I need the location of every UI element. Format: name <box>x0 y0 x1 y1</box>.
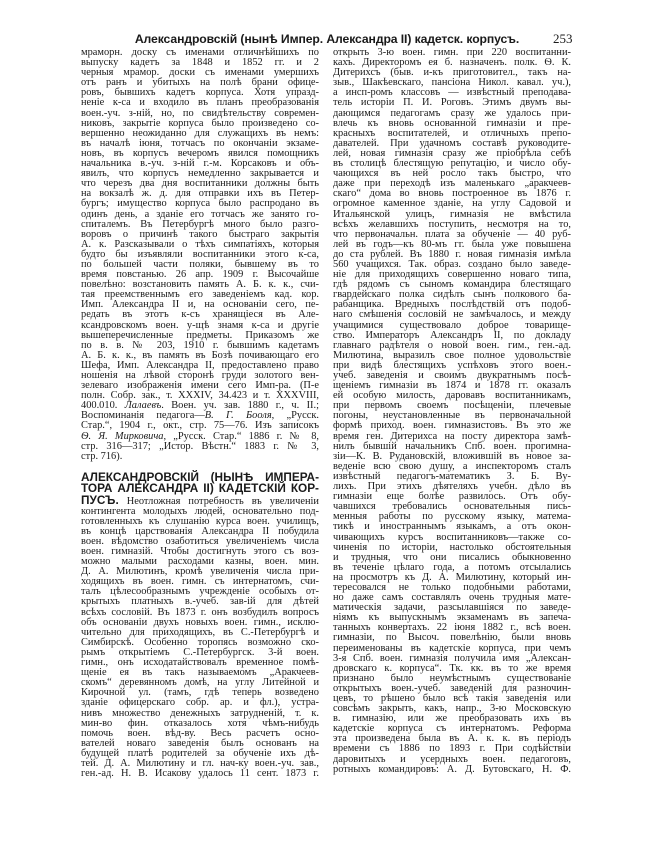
text-line: въ столицѣ блестящую репутацію, и число обу- <box>333 158 571 170</box>
text-line: дровскаго к. корпуса“. Тк. кк. въ то же время <box>333 662 571 674</box>
text-line: неніе к-са и входило въ планъ преобразованія <box>81 97 319 109</box>
text-line: красныхъ воспитателей, и отличныхъ препо- <box>333 127 571 139</box>
text-line: что черезъ два дня воспитанники должны быть <box>81 178 319 190</box>
article-heading: АЛЕКСАНДРОВСКІЙ (НЫНѢ ИМПЕРА- <box>81 469 319 484</box>
text-line: зыв., Шакѣевскаго, пансіона Никол. кавал. уч.), <box>333 77 571 89</box>
text-segment: 400.010. <box>81 400 125 412</box>
text-line: при первомъ своемъ посѣщеніи, плечевые <box>333 400 571 412</box>
text-line: лей въ годъ—къ 80-мъ гг. была уже повышена <box>333 238 571 250</box>
text-line: выпуску кадетъ за 1848 и 1852 гг. и 2 <box>81 57 319 69</box>
text-line: погоны, неустановленные въ первоначальной <box>333 410 571 422</box>
text-line: гимназіи, по Высоч. повелѣнію, были вновь <box>333 632 571 644</box>
text-line: одинъ день, а зданіе его тотчасъ же занято го- <box>81 208 319 220</box>
text-line: ротныхъ командировъ: А. Д. Бутовскаго, Н. Ф. <box>333 763 571 775</box>
text-line: извѣстный педагогъ-математикъ З. Б. Ву- <box>333 470 571 482</box>
text-line: воровъ о причинѣ такого быстраго закрытія <box>81 228 319 240</box>
text-line: тая преемственнымъ его заведеніемъ кад. кор. <box>81 289 319 301</box>
text-line: менныя работы по русскому языку, матема- <box>333 511 571 523</box>
text-line: ей особую милость, даровавъ воспитанникамъ, <box>333 390 571 402</box>
text-line: дающимся педагогамъ сразу же удалось при- <box>333 107 571 119</box>
text-line: новъ, въ корпусъ вечеромъ явился помощникъ <box>81 147 319 159</box>
text-line: танныхъ конвертахъ. 22 іюня 1882 г., всѣ воен. <box>333 622 571 634</box>
text-line: Дитерихсъ (быв. и-къ приготовител., такъ на- <box>333 67 571 79</box>
text-line: ношенія на лѣвой сторонѣ груди золотого вен- <box>81 370 319 381</box>
text-line: эта произведена была въ А. к. к. въ періодъ <box>333 733 571 745</box>
article-heading: ПУСЪ. <box>81 493 119 508</box>
text-line: полн. Собр. зак., т. XXXIV, 34.423 и т. XXXVIII, <box>81 390 319 402</box>
text-line: никовъ, закрытіе корпуса было произведено со- <box>81 117 319 129</box>
text-line: вателей новаго заведенія былъ основанъ на <box>81 737 319 749</box>
text-line: редать въ этотъ к-съ хранящіеся въ Але- <box>81 309 319 321</box>
text-line: лихъ. При этихъ дѣятеляхъ учебн. дѣло въ <box>333 481 571 493</box>
text-line: 560 учащихся. Так. образ. создано было заведе- <box>333 258 571 270</box>
text-line: и трудныя, что они писались обыкновенно <box>333 551 571 563</box>
text-line: что первоначальн. плата за обученіе — 40 руб- <box>333 228 571 240</box>
text-line: кахъ. Директоромъ ея б. назначенъ. полк. Ѳ. К. <box>333 57 571 69</box>
text-line: а инсп-ромъ классовъ — извѣстный преподава- <box>333 87 571 99</box>
text-line: мин-во фин. отказалось хотя чѣмъ-нибудь <box>81 717 319 729</box>
text-line: талъ цѣлесообразнымъ учрежденіе особыхъ от- <box>81 586 319 598</box>
text-line: вышеперечисленные предметы. Приказомъ же <box>81 329 319 341</box>
right-column <box>333 48 571 775</box>
left-column <box>81 48 319 779</box>
text-line: кадетскіе корпуса съ интернатомъ. Реформа <box>333 723 571 735</box>
text-line: ксандровскомъ воен. у-щѣ знамя к-са и другіе <box>81 319 319 331</box>
text-line: будущей платѣ родителей за обученіе ихъ дѣ- <box>81 747 319 759</box>
text-line: бургъ; имущество корпуса было распродано въ <box>81 198 319 210</box>
text-line: начальника в.-уч. з-ній г.-м. Корсаковъ и объ- <box>81 158 319 170</box>
text-line: чавшихся требовались основательныя пись- <box>333 501 571 513</box>
text-line: Д. А. Милютинъ, кромѣ увеличенія числа при- <box>81 566 319 578</box>
text-line: давателей. При удачномъ составѣ руководите- <box>333 137 571 149</box>
text-line: Симбирскѣ. Особенно торопясь возможно ско- <box>81 636 319 648</box>
text-line: тересовался не только подобными работами, <box>333 581 571 593</box>
text-line: спиталемъ. Въ Петербургѣ много было разго- <box>81 218 319 230</box>
text-line: зіи—К. В. Рудановскій, вложившій въ новое за- <box>333 450 571 462</box>
author-name: Ѳ. Я. Мирковича <box>81 430 164 442</box>
text-line: всѣхъ желавшихъ поступить, несмотря на то, <box>333 218 571 230</box>
text-line: въ теченіе цѣлаго года, а потомъ отсылались <box>333 561 571 573</box>
page-number: 253 <box>553 31 573 46</box>
text-segment: , „Русск. <box>271 410 319 422</box>
text-line: но даже самъ составлялъ очень трудныя мате- <box>333 592 571 604</box>
text-line: формѣ приход. воен. гимназистовъ. Въ это же <box>333 420 571 432</box>
text-line: Стар.“, 1904 г., окт., стр. 75—76. Изъ записокъ <box>81 420 319 432</box>
text-line: открытыхъ воен.-учеб. заведеній для разночин- <box>333 682 571 694</box>
text-line: гдѣ рядомъ съ сыномъ командира блестящаго <box>333 279 571 291</box>
article-heading: ТОРА АЛЕКСАНДРА II) КАДЕТСКІЙ КОР- <box>81 481 319 496</box>
text-line: веденіе всю свою душу, а инспекторомъ сталъ <box>333 460 571 472</box>
running-title: Александровскій (нынѣ Импер. Александра II) кадетск. корпусъ. <box>134 32 520 46</box>
text-line: тикѣ и иностраннымъ языкамъ, а отъ окон- <box>333 521 571 533</box>
text-line: зданіе офицерскаго собр. ар. и фл.), устра- <box>81 697 319 709</box>
text-line: открыть 3-ю воен. гимн. при 220 воспитанни- <box>333 47 571 58</box>
text-line: А. к. Разсказывали о тѣхъ симпатіяхъ, которыя <box>81 238 319 250</box>
text-line: скаго“ дома во вновь построенное въ 1876 г. <box>333 188 571 200</box>
text-line: вершенно неожиданно для служащихъ въ немъ: <box>81 127 319 139</box>
text-line: Имп. Александра II и, на основаніи сего, пе- <box>81 299 319 311</box>
text-line: мраморн. доску съ именами отличнѣйшихъ по <box>81 47 319 58</box>
text-line: ген.-ад. Н. В. Исакову удалось 11 сент. 1873 г. <box>81 768 319 780</box>
text-line: скомъ“ деревянномъ домѣ, на углу Литейной и <box>81 677 319 689</box>
text-line: учащимися существовало доброе товарище- <box>333 319 571 331</box>
text-line: ніе для приходящихъ совершенно новаго типа, <box>333 269 571 281</box>
text-line: Милютина, выразилъ свое полное удовольствіе <box>333 349 571 361</box>
text-line: учеб. заведенія и своимъ двукратнымъ посѣ- <box>333 370 571 381</box>
text-line: готовленныхъ къ слушанію курса воен. училищъ, <box>81 515 319 527</box>
text-line: матическія задачи, разсылавшіяся по заведе- <box>333 602 571 614</box>
text-line: Шефа, Имп. Александра II, предоставлено право <box>81 359 319 371</box>
text-line: время повстанью. 26 апр. 1909 г. Высочайше <box>81 269 319 281</box>
text-line: явилъ, что корпусъ немедленно закрывается и <box>81 168 319 180</box>
text-line: въ началѣ іюня, тотчасъ по окончаніи экзаме- <box>81 137 319 149</box>
text-line: главнаго радѣтеля о новой воен. гим., ген.-ад. <box>333 339 571 351</box>
text-line: на вокзалѣ ж. д. для отправки ихъ въ Петер- <box>81 188 319 200</box>
text-line: зелеваго изображенія имени сего Имп-ра. (П-е <box>81 380 319 392</box>
text-segment: Неотложная потребность въ увеличеніи <box>118 496 319 508</box>
text-line: гимн., онъ исходатайствовалъ временное помѣ- <box>81 657 319 669</box>
text-line: гимназіи еще болѣе развилось. Отъ обу- <box>333 491 571 503</box>
text-line: ніямъ къ выпускнымъ экзаменамъ въ запеча- <box>333 612 571 624</box>
text-line: чительно для приходящихъ, въ С.-Петербургѣ и <box>81 626 319 638</box>
text-line: чиненія по исторіи, настолько обстоятельныя <box>333 541 571 553</box>
text-line: щеніе ея въ такъ называемомъ „Аракчеев- <box>81 667 319 679</box>
text-segment: . Воен. уч. зав. 1880 г., ч. II.; <box>161 400 319 412</box>
text-line: Кирочной ул. (тамъ, гдѣ теперь возведено <box>81 687 319 699</box>
text-line: время ген. Дитерихса на посту директора замѣ- <box>333 430 571 442</box>
text-line: в. гимназію, или же преобразовать ихъ въ <box>333 713 571 725</box>
text-line: помочь воен. вѣд-ву. Весь расчетъ осно- <box>81 727 319 739</box>
text-line: А. Б. к. к., въ память въ Бозѣ почивающаго его <box>81 349 319 361</box>
text-line: ходящихъ въ воен. гимн. съ интернатомъ, счи- <box>81 576 319 588</box>
text-line: при видѣ блестящихъ успѣховъ этого воен.- <box>333 359 571 371</box>
text-segment: Воспоминанія педагога— <box>81 410 205 422</box>
text-line: совсѣмъ закрыть, какъ, напр., 3-ю Московскую <box>333 703 571 715</box>
text-line: Итальянской улицъ, гимназія не вмѣстила <box>333 208 571 220</box>
text-line: черныя мрамор. доски съ именами умершихъ <box>81 67 319 79</box>
text-line: чивающихъ курсъ воспитанниковъ—также со- <box>333 531 571 543</box>
text-line: огромное каменное зданіе, на углу Садовой и <box>333 198 571 210</box>
text-line: повелѣно: возстановить память А. Б. к. к., счи- <box>81 279 319 291</box>
text-line: ровъ, бывшихъ кадетъ корпуса. Хотя упразд- <box>81 87 319 99</box>
text-segment: , „Русск. Стар.“ 1886 г. № 8, <box>163 430 319 442</box>
text-line: на просмотръ къ Д. А. Милютину, который ин- <box>333 571 571 583</box>
text-line: крытыхъ платныхъ в.-учеб. зав-ій для дѣтей <box>81 596 319 608</box>
text-line: тель исторіи П. И. Роговъ. Этимъ двумъ вы- <box>333 97 571 109</box>
text-line: чающихся въ ней росло такъ быстро, что <box>333 168 571 180</box>
text-line: можно малыми расходами казны, воен. мин. <box>81 556 319 568</box>
author-name: Лалаевъ <box>124 400 162 412</box>
text-line: тей. Д. А. Милютину и гл. нач-ку воен.-уч. зав., <box>81 757 319 769</box>
text-line: объ основаніи двухъ новыхъ воен. гимн., исклю- <box>81 616 319 628</box>
text-line: всѣхъ сословій. Въ 1873 г. онъ возбудилъ вопросъ <box>81 606 319 618</box>
text-line: въ концѣ царствованія Александра II побудила <box>81 525 319 537</box>
text-line: цевъ, то рѣшено было всѣ такія заведенія или <box>333 693 571 704</box>
text-line: 3-я Спб. воен. гимназія получила имя „Алексан- <box>333 652 571 664</box>
text-line: переименованы въ кадетскіе корпуса, при чемъ <box>333 642 571 654</box>
text-line: по большей части поляки, бывшему въ то <box>81 258 319 270</box>
text-line: времени съ 1886 по 1893 г. При содѣйствіи <box>333 743 571 755</box>
text-line: воен.-уч. з-ній, но, по свидѣтельству современ- <box>81 107 319 119</box>
text-line: даровитыхъ и усердныхъ воен. педагоговъ, <box>333 753 571 765</box>
text-line: будто бы изъявляли воспитанники этого к-са, <box>81 248 319 260</box>
text-line: рымъ открытіемъ С.-Петербургск. 3-й воен. <box>81 646 319 658</box>
author-name: В. Г. Бооля <box>204 410 272 422</box>
text-line: отъ ранъ и убитыхъ на полѣ брани офице- <box>81 77 319 89</box>
text-line: стр. 716). <box>81 450 123 462</box>
text-line: рабанщика. Вредныхъ послѣдствій отъ подоб- <box>333 299 571 311</box>
text-line: лей, новая гимназія сразу же пріобрѣла себѣ <box>333 147 571 159</box>
text-line: нивъ множество денежныхъ затрудненій, т. к. <box>81 707 319 719</box>
text-line: воен. гимназій. Чтобы достигнуть этого съ воз- <box>81 546 319 557</box>
text-line: влечь къ вновь основанной гимназіи и пре- <box>333 117 571 129</box>
text-line: нилъ бывшій начальникъ Спб. воен. прогимна- <box>333 440 571 452</box>
text-line: ство. Императоръ Александръ II, по докладу <box>333 329 571 341</box>
text-line: до ста рублей. Въ 1880 г. новая гимназія имѣла <box>333 248 571 260</box>
text-line: гвардейскаго полка сидѣлъ сынъ полкового ба- <box>333 289 571 301</box>
text-line: даже при переходѣ изъ маленькаго „аракчеев- <box>333 178 571 190</box>
text-line: наго смѣшенія сословій не замѣчалось, и между <box>333 309 571 321</box>
text-line: по в. в. № 203, 1910 г. бывшимъ кадетамъ <box>81 339 319 351</box>
text-line <box>81 495 319 507</box>
text-line: щеніемъ гимназіи въ 1874 и 1878 гг. оказалъ <box>333 380 571 392</box>
text-line: воен. вѣдомство озаботиться увеличеніемъ числа <box>81 535 319 547</box>
text-line: контингента молодыхъ людей, основательно под- <box>81 505 319 517</box>
text-line: признано было неумѣстнымъ существованіе <box>333 672 571 684</box>
text-line: стр. 316—317; „Истор. Вѣстн.“ 1883 г. № 3, <box>81 440 319 452</box>
